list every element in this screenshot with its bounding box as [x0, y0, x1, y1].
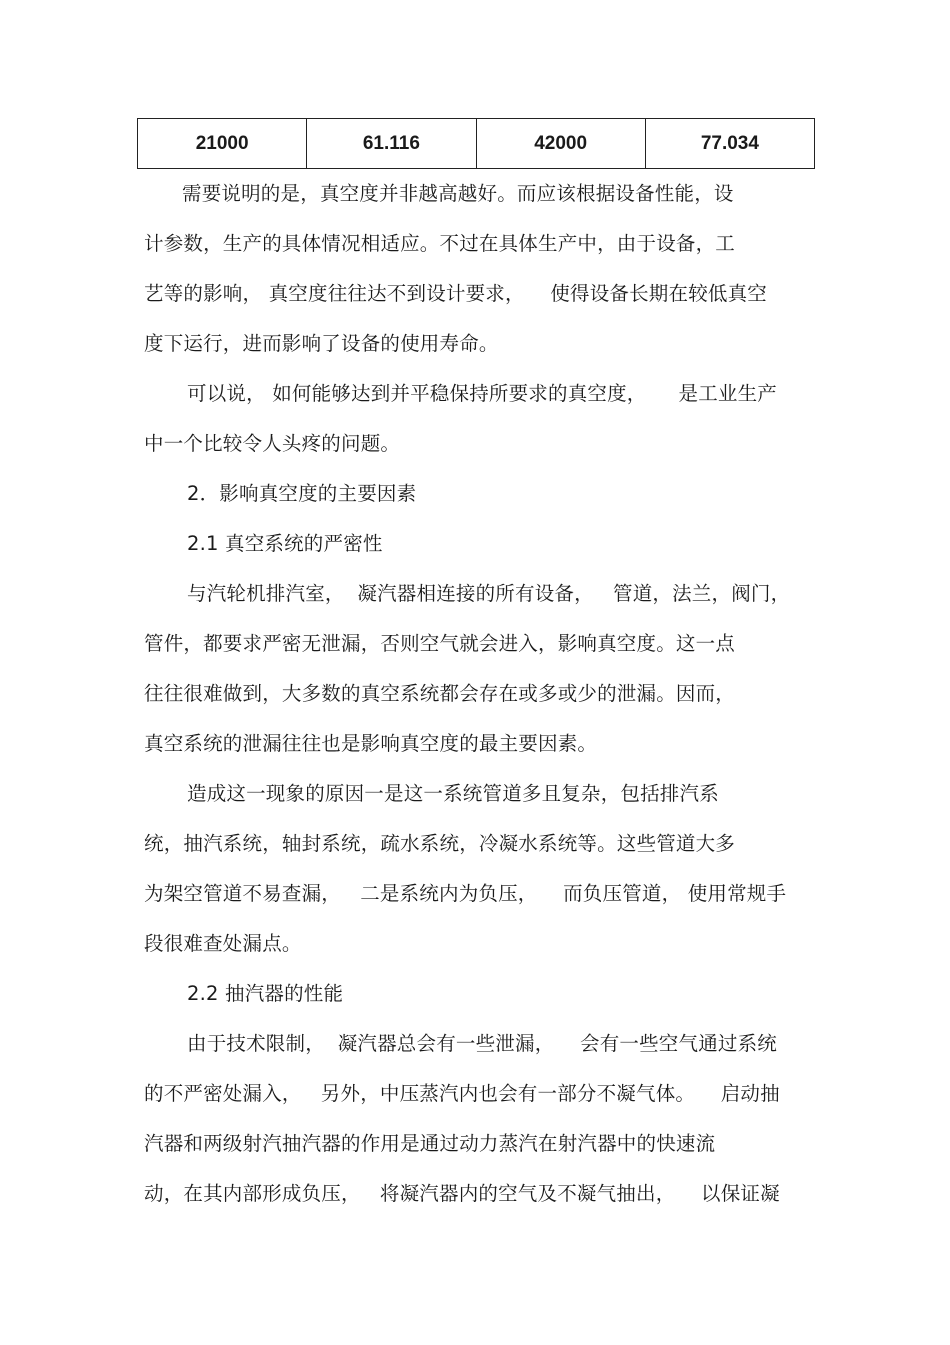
table-cell: 42000	[476, 119, 645, 169]
paragraph-line: 为架空管道不易查漏， 二是系统内为负压， 而负压管道， 使用常规手	[144, 882, 787, 905]
paragraph-line: 统，抽汽系统，轴封系统，疏水系统，冷凝水系统等。这些管道大多	[144, 832, 736, 855]
paragraph-line: 与汽轮机排汽室， 凝汽器相连接的所有设备， 管道，法兰，阀门，	[187, 582, 791, 605]
subsection-heading: 2.2 抽汽器的性能	[187, 982, 344, 1005]
paragraph-line: 艺等的影响， 真空度往往达不到设计要求， 使得设备长期在较低真空	[144, 282, 767, 305]
paragraph-line: 中一个比较令人头疼的问题。	[144, 432, 401, 455]
paragraph-line: 动，在其内部形成负压， 将凝汽器内的空气及不凝气抽出， 以保证凝	[144, 1182, 780, 1205]
subsection-heading: 2.1 真空系统的严密性	[187, 532, 383, 555]
paragraph-line: 度下运行，进而影响了设备的使用寿命。	[144, 332, 499, 355]
data-table	[137, 118, 815, 169]
paragraph-line: 段很难查处漏点。	[144, 932, 302, 955]
table-row	[138, 119, 815, 169]
table-cell: 77.034	[645, 119, 814, 169]
paragraph-line: 计参数，生产的具体情况相适应。不过在具体生产中，由于设备，工	[144, 232, 736, 255]
paragraph-line: 的不严密处漏入， 另外，中压蒸汽内也会有一部分不凝气体。 启动抽	[144, 1082, 780, 1105]
section-heading: 2．影响真空度的主要因素	[187, 482, 417, 505]
paragraph-line: 往往很难做到，大多数的真空系统都会存在或多或少的泄漏。因而，	[144, 682, 736, 705]
paragraph-line: 管件，都要求严密无泄漏，否则空气就会进入，影响真空度。这一点	[144, 632, 736, 655]
paragraph-line: 真空系统的泄漏往往也是影响真空度的最主要因素。	[144, 732, 598, 755]
paragraph-line: 造成这一现象的原因一是这一系统管道多且复杂，包括排汽系	[187, 782, 719, 805]
table-cell: 61.116	[307, 119, 476, 169]
paragraph-line: 可以说， 如何能够达到并平稳保持所要求的真空度， 是工业生产	[187, 382, 777, 405]
paragraph-line: 由于技术限制， 凝汽器总会有一些泄漏， 会有一些空气通过系统	[187, 1032, 777, 1055]
table-cell: 21000	[138, 119, 307, 169]
paragraph-line: 需要说明的是，真空度并非越高越好。而应该根据设备性能，设	[182, 182, 734, 205]
paragraph-line: 汽器和两级射汽抽汽器的作用是通过动力蒸汽在射汽器中的快速流	[144, 1132, 716, 1155]
